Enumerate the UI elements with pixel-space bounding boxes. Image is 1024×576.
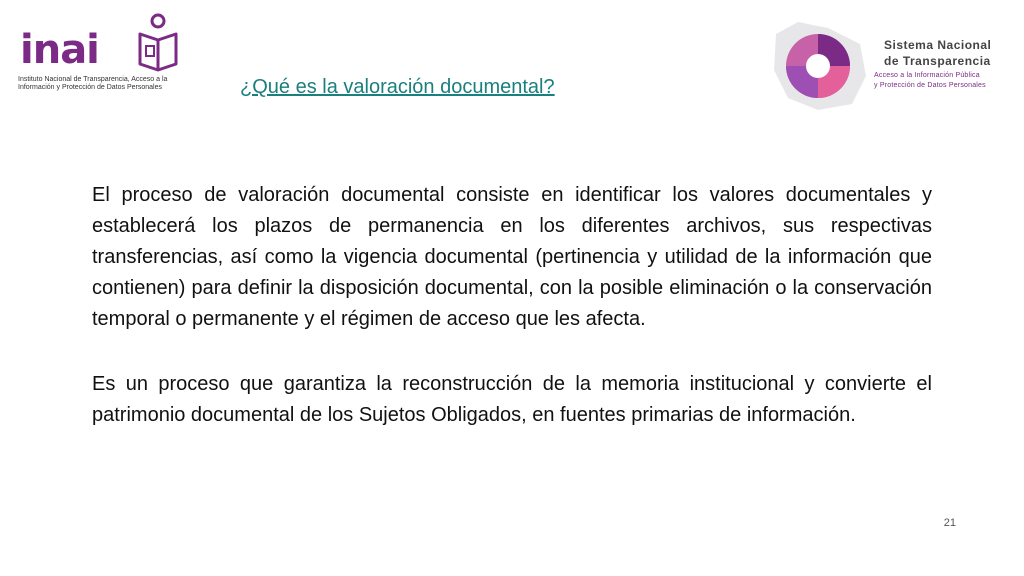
- inai-logo: [18, 12, 178, 96]
- page-number: 21: [943, 517, 956, 529]
- snt-emblem-icon: [768, 14, 872, 114]
- paragraph-1: El proceso de valoración documental consiste en identificar los valores documentales y establecerá los plazos de permanencia en los diferentes archivos, sus respectivas transferencias, así como la vigencia documental (pertinencia y utilidad de la información que contienen) para definir la disposición documental, con la posible eliminación o la conservación temporal o permanente y el régimen de acceso que les afecta.: [92, 184, 932, 330]
- snt-name-line-2: de Transparencia: [884, 54, 991, 68]
- tagline-line-1: Instituto Nacional de Transparencia, Acceso a la: [18, 76, 168, 83]
- snt-subtitle-line-2: y Protección de Datos Personales: [874, 82, 986, 89]
- inai-tagline: [18, 76, 178, 92]
- snt-name-line-1: Sistema Nacional: [884, 38, 992, 52]
- snt-logo: [768, 14, 1008, 114]
- inai-wordmark: inai: [20, 27, 99, 73]
- slide-title: ¿Qué es la valoración documental?: [240, 76, 555, 98]
- book-person-icon: [136, 12, 180, 72]
- paragraph-2: Es un proceso que garantiza la reconstrucción de la memoria institucional y convierte el patrimonio documental de los Sujetos Obligados, en fuentes primarias de información.: [92, 373, 932, 426]
- slide-body: [92, 180, 932, 465]
- snt-subtitle-line-1: Acceso a la Información Pública: [874, 72, 980, 79]
- tagline-line-2: Información y Protección de Datos Personales: [18, 84, 162, 91]
